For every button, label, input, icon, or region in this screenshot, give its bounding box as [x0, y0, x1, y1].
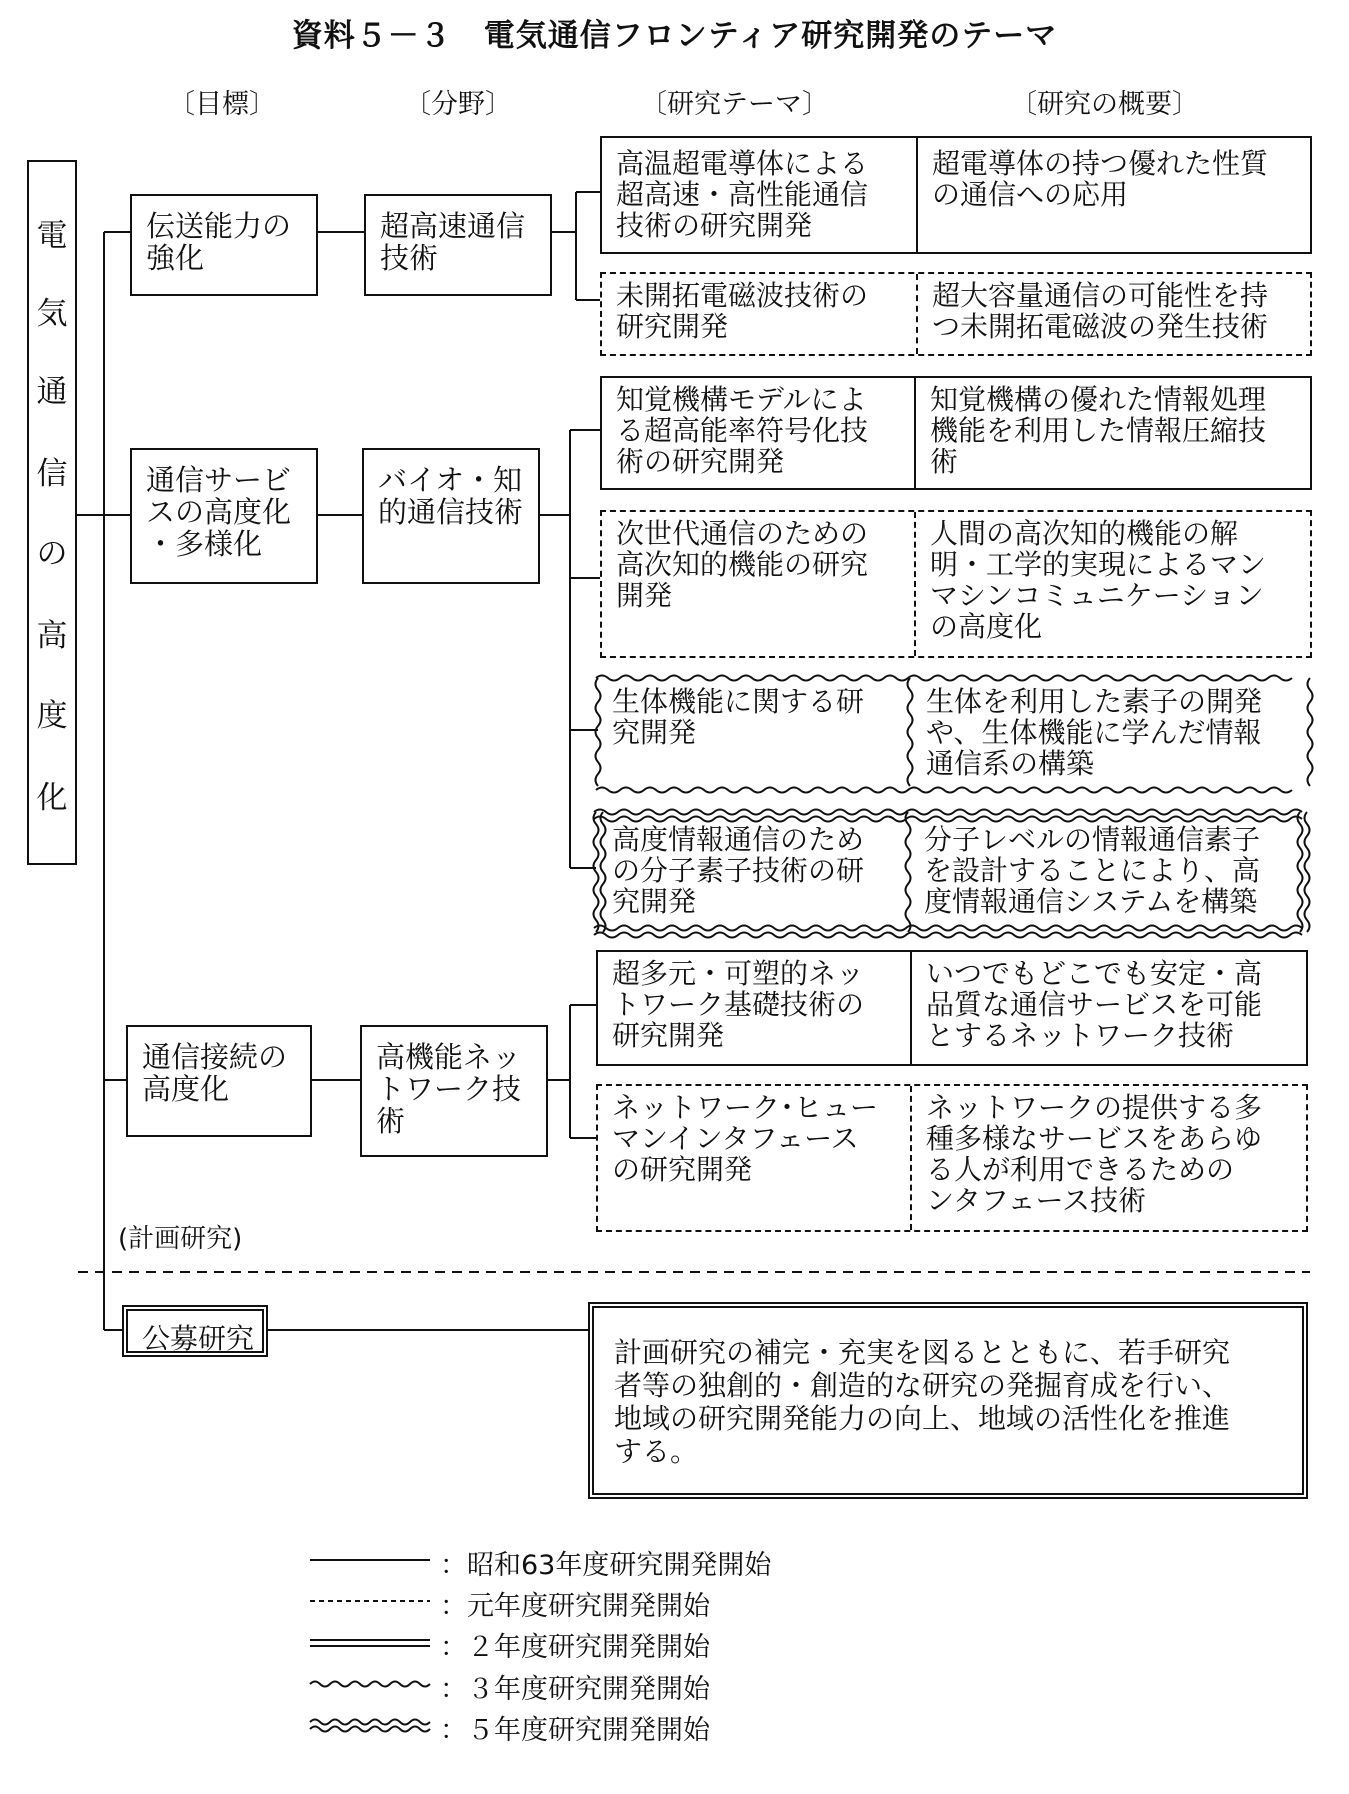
header-summary: 〔研究の概要〕: [1010, 89, 1199, 120]
root-char: 高: [36, 618, 68, 654]
theme-line: 超高速・高性能通信: [616, 178, 869, 211]
field-line: 的通信技術: [378, 495, 524, 529]
header-field: 〔分野〕: [404, 89, 512, 120]
root-char: 電: [36, 218, 68, 254]
field-box-high-speed: [364, 194, 552, 296]
theme-line: 開発: [616, 579, 673, 612]
theme-line: 高次知的機能の研究: [616, 548, 869, 581]
summary-line: 通信系の構築: [926, 747, 1095, 780]
theme-cell: [598, 680, 910, 788]
summary-cell: [916, 512, 1312, 656]
theme-line: 高度情報通信のため: [612, 823, 865, 856]
root-char: 信: [36, 456, 68, 492]
summary-line: とするネットワーク技術: [926, 1019, 1235, 1052]
planned-research-label: (計画研究): [118, 1224, 243, 1254]
goal-box-service: [130, 448, 318, 584]
public-research-line: する。: [614, 1435, 699, 1468]
field-line: 超高速通信: [380, 209, 526, 243]
summary-line: つ未開拓電磁波の発生技術: [932, 310, 1269, 343]
theme-row: [600, 510, 1312, 658]
summary-line: 機能を利用した情報圧縮技: [930, 414, 1267, 447]
field-line: 術: [376, 1104, 406, 1138]
header-goal: 〔目標〕: [168, 89, 276, 120]
legend-item-solid: ：昭和63年度研究開発開始: [440, 1550, 772, 1581]
legend-item-dashed: ：元年度研究開発開始: [440, 1591, 710, 1622]
public-research-label: 公募研究: [142, 1322, 255, 1355]
theme-row: [596, 1084, 1308, 1232]
field-line: 技術: [380, 241, 439, 275]
summary-line: 品質な通信サービスを可能: [926, 988, 1263, 1021]
theme-row: [600, 136, 1312, 254]
summary-line: の通信への応用: [932, 178, 1129, 211]
goal-line: 通信接続の: [142, 1040, 288, 1074]
theme-line: 究開発: [612, 716, 697, 749]
summary-cell: [918, 138, 1312, 252]
field-box-network: [360, 1025, 548, 1157]
theme-cell: [598, 1086, 910, 1230]
theme-cell: [602, 512, 914, 656]
goal-line: 高度化: [142, 1072, 230, 1106]
summary-line: 明・工学的実現によるマン: [930, 548, 1267, 581]
legend-item-wavy: ：３年度研究開発開始: [440, 1674, 710, 1705]
goal-line: 強化: [146, 241, 205, 275]
theme-line: マンインタフェース: [612, 1122, 859, 1155]
public-research-line: 計画研究の補完・充実を図るとともに、若手研究: [614, 1336, 1231, 1369]
summary-line: を設計することにより、高: [924, 854, 1261, 887]
public-research-box: [588, 1302, 1308, 1499]
theme-line: 知覚機構モデルによ: [616, 383, 867, 416]
summary-line: る人が利用できるための: [926, 1153, 1235, 1186]
theme-cell: [602, 138, 916, 252]
summary-line: マシンコミュニケーション: [930, 579, 1264, 612]
goal-line: ・多様化: [146, 527, 263, 561]
summary-line: 分子レベルの情報通信素子: [924, 823, 1261, 856]
theme-row: [600, 272, 1312, 356]
summary-line: いつでもどこでも安定・高: [926, 957, 1263, 990]
legend-item-double-wavy: ：５年度研究開発開始: [440, 1715, 710, 1746]
theme-row: [598, 680, 1310, 788]
goal-line: 通信サービ: [146, 463, 292, 497]
goal-box-connection: [126, 1025, 312, 1137]
legend-item-double: ：２年度研究開発開始: [440, 1632, 710, 1663]
theme-line: の研究開発: [612, 1153, 753, 1186]
theme-line: の分子素子技術の研: [612, 854, 865, 887]
theme-line: ネットワーク･ヒュー: [612, 1091, 879, 1124]
theme-cell: [602, 274, 916, 354]
summary-cell: [916, 378, 1312, 488]
theme-line: 究開発: [612, 885, 697, 918]
field-box-bio: [362, 448, 540, 584]
field-line: トワーク技: [376, 1072, 522, 1106]
theme-cell: [598, 952, 910, 1064]
field-line: バイオ・知: [378, 463, 523, 497]
root-char: の: [36, 536, 68, 572]
theme-line: 研究開発: [612, 1019, 725, 1052]
summary-line: 人間の高次知的機能の解: [930, 517, 1239, 550]
theme-line: 術の研究開発: [616, 445, 785, 478]
public-research-line: 地域の研究開発能力の向上、地域の活性化を推進: [614, 1402, 1231, 1435]
summary-line: 種多様なサービスをあらゆ: [926, 1122, 1263, 1155]
summary-cell: [912, 680, 1308, 788]
public-research-line: 者等の独創的・創造的な研究の発掘育成を行い、: [614, 1369, 1231, 1402]
summary-cell: [910, 818, 1308, 930]
root-char: 度: [36, 698, 68, 734]
summary-line: の高度化: [930, 610, 1043, 643]
theme-line: 技術の研究開発: [616, 209, 813, 242]
page-title: 資料５－３ 電気通信フロンティア研究開発のテーマ: [291, 18, 1058, 54]
summary-line: ンタフェース技術: [926, 1184, 1147, 1217]
theme-line: る超高能率符号化技: [616, 414, 869, 447]
goal-line: 伝送能力の: [146, 209, 292, 243]
theme-line: 研究開発: [616, 310, 729, 343]
root-title-box: [27, 160, 77, 865]
root-char: 気: [36, 296, 68, 332]
field-line: 高機能ネッ: [376, 1040, 522, 1074]
summary-cell: [912, 952, 1308, 1064]
summary-line: ネットワークの提供する多: [926, 1091, 1263, 1124]
theme-line: 超多元・可塑的ネッ: [612, 957, 865, 990]
summary-line: 超大容量通信の可能性を持: [932, 279, 1269, 312]
goal-line: スの高度化: [146, 495, 292, 529]
summary-line: 度情報通信システムを構築: [924, 885, 1258, 918]
theme-line: トワーク基礎技術の: [612, 988, 865, 1021]
theme-row: [598, 818, 1310, 930]
summary-line: 術: [930, 445, 959, 478]
root-char: 化: [36, 780, 68, 816]
theme-row: [596, 950, 1308, 1066]
summary-line: や、生体機能に学んだ情報: [926, 716, 1262, 749]
goal-box-transmission: [130, 194, 318, 296]
theme-line: 高温超電導体による: [616, 147, 869, 180]
theme-line: 生体機能に関する研: [612, 685, 865, 718]
summary-line: 超電導体の持つ優れた性質: [932, 147, 1269, 180]
summary-line: 知覚機構の優れた情報処理: [930, 383, 1267, 416]
theme-row: [600, 376, 1312, 490]
public-research-label-box: [122, 1305, 268, 1357]
theme-line: 未開拓電磁波技術の: [616, 279, 869, 312]
theme-cell: [598, 818, 908, 930]
summary-cell: [912, 1086, 1308, 1230]
root-char: 通: [36, 374, 68, 410]
theme-cell: [602, 378, 914, 488]
summary-line: 生体を利用した素子の開発: [926, 685, 1263, 718]
summary-cell: [918, 274, 1312, 354]
theme-line: 次世代通信のための: [616, 517, 869, 550]
header-theme: 〔研究テーマ〕: [640, 89, 829, 120]
